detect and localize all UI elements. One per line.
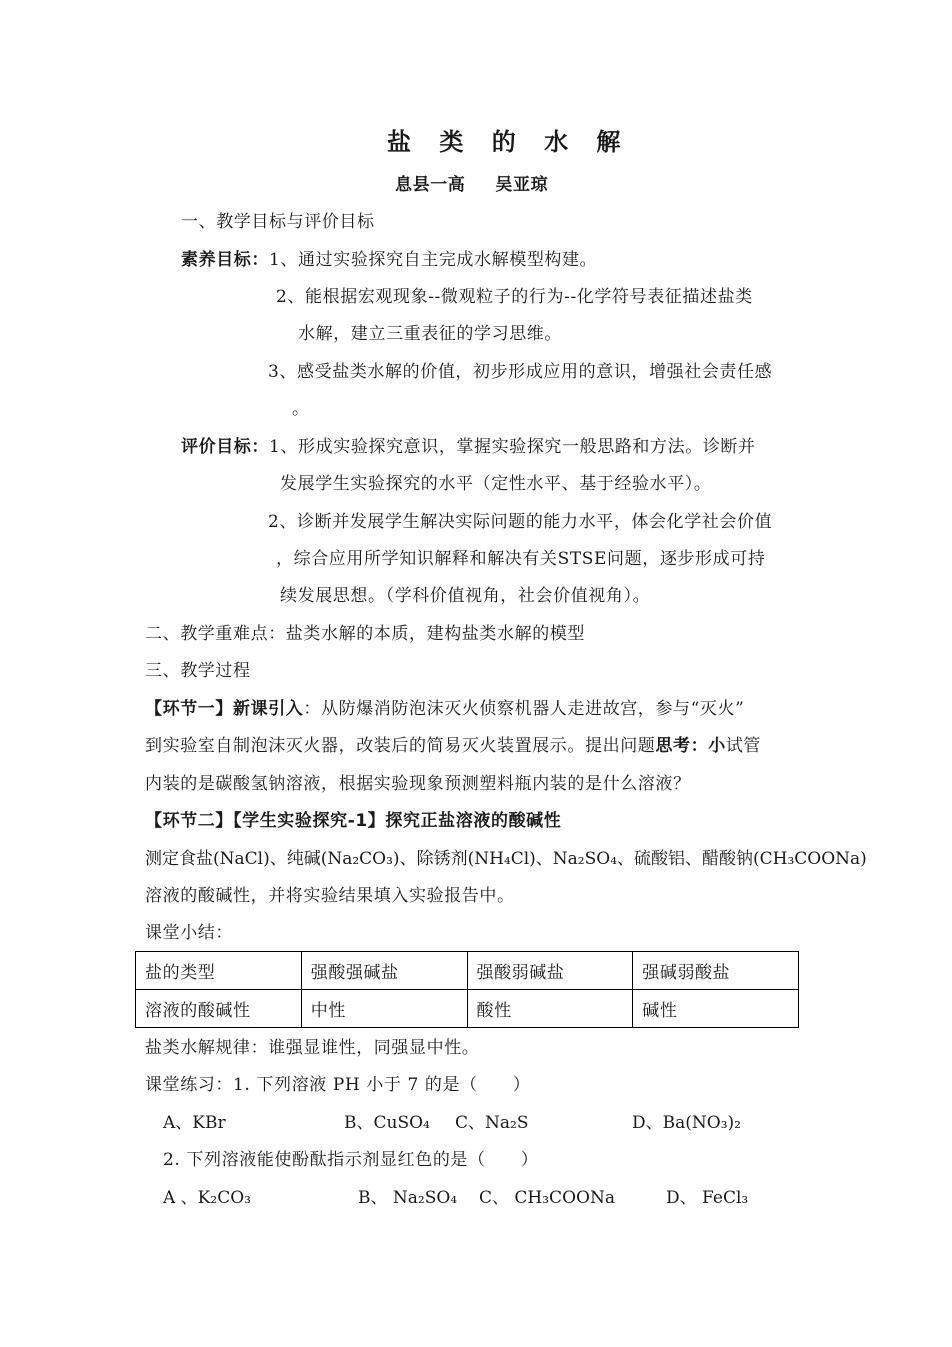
literacy-text-1: 1、通过实验探究自主完成水解模型构建。: [269, 250, 598, 270]
eval-text-1a: 1、形成实验探究意识，掌握实验探究一般思路和方法。诊断并: [269, 437, 756, 457]
link1-line-b: [145, 735, 761, 757]
q1-option-b: B、CuSO₄: [344, 1113, 430, 1133]
eval-goal-1a: [181, 436, 756, 458]
page-title: 盐 类 的 水 解: [387, 128, 631, 156]
section1-heading: 一、教学目标与评价目标: [181, 212, 375, 232]
eval-goal-2c: 续发展思想。（学科价值视角，社会价值视角）。: [280, 586, 651, 606]
link1-line-a: [145, 698, 744, 720]
q2-option-b: B、 Na₂SO₄: [358, 1188, 458, 1208]
q1-option-c: C、Na₂S: [455, 1113, 529, 1133]
literacy-goal-1: [181, 249, 597, 271]
q2-option-a: A 、K₂CO₃: [163, 1188, 251, 1208]
link1-label: 【环节一】新课引入: [145, 699, 304, 719]
eval-goal-1b: 发展学生实验探究的水平（定性水平、基于经验水平）。: [280, 474, 712, 494]
table-row: [136, 952, 799, 990]
link1-text-b: 到实验室自制泡沫灭火器，改装后的简易灭火装置展示。提出问题: [145, 736, 656, 756]
table-cell: 碱性: [633, 990, 799, 1028]
table-cell: 盐的类型: [136, 952, 302, 990]
literacy-goal-2b: 水解，建立三重表征的学习思维。: [298, 324, 562, 344]
literacy-label: 素养目标：: [181, 250, 269, 270]
summary-table: [135, 951, 799, 1028]
section2-heading: 二、教学重难点：盐类水解的本质，建构盐类水解的模型: [145, 624, 585, 644]
literacy-goal-3a: 3、感受盐类水解的价值，初步形成应用的意识，增强社会责任感: [268, 362, 773, 382]
q2-option-d: D、 FeCl₃: [666, 1188, 749, 1208]
table-cell: 强酸强碱盐: [301, 952, 467, 990]
table-row: [136, 990, 799, 1028]
author-school: 息县一高: [395, 175, 466, 195]
practice-question-1: 课堂练习：1. 下列溶液 PH 小于 7 的是（ ）: [145, 1075, 531, 1095]
link1-text-a: ：从防爆消防泡沫灭火侦察机器人走进故宫，参与“灭火”: [303, 699, 745, 719]
q1-option-a: A、KBr: [163, 1113, 226, 1133]
link2-line-b: 溶液的酸碱性，并将实验结果填入实验报告中。: [145, 886, 515, 906]
section3-heading: 三、教学过程: [145, 661, 251, 681]
table-cell: 强酸弱碱盐: [467, 952, 633, 990]
table-cell: 溶液的酸碱性: [136, 990, 302, 1028]
table-cell: 酸性: [467, 990, 633, 1028]
author-name: 吴亚琼: [495, 175, 549, 195]
literacy-goal-3b: 。: [292, 399, 310, 419]
link2-line-a: 测定食盐(NaCl)、纯碱(Na₂CO₃)、除锈剂(NH₄Cl)、Na₂SO₄、硫酸铝、醋酸钠(CH₃COONa): [145, 849, 867, 869]
table-cell: 强碱弱酸盐: [633, 952, 799, 990]
literacy-goal-2a: 2、能根据宏观现象--微观粒子的行为--化学符号表征描述盐类: [276, 287, 753, 307]
eval-goal-2b: ，综合应用所学知识解释和解决有关STSE问题，逐步形成可持: [276, 549, 766, 569]
think-label: 思考：小: [655, 736, 726, 756]
hydrolysis-rule: 盐类水解规律：谁强显谁性，同强显中性。: [145, 1038, 480, 1058]
practice-question-2: 2. 下列溶液能使酚酞指示剂显红色的是（ ）: [163, 1150, 539, 1170]
summary-label: 课堂小结：: [145, 923, 233, 943]
q2-option-c: C、 CH₃COONa: [479, 1188, 615, 1208]
author-line: [395, 174, 548, 196]
link2-heading: 【环节二】【学生实验探究-1】探究正盐溶液的酸碱性: [145, 811, 562, 831]
table-cell: 中性: [301, 990, 467, 1028]
eval-label: 评价目标：: [181, 437, 269, 457]
link1-line-c: 内装的是碳酸氢钠溶液，根据实验现象预测塑料瓶内装的是什么溶液？: [145, 774, 691, 794]
q1-option-d: D、Ba(NO₃)₂: [632, 1113, 741, 1133]
link1-text-b2: 试管: [725, 736, 762, 756]
eval-goal-2a: 2、诊断并发展学生解决实际问题的能力水平，体会化学社会价值: [268, 512, 773, 532]
